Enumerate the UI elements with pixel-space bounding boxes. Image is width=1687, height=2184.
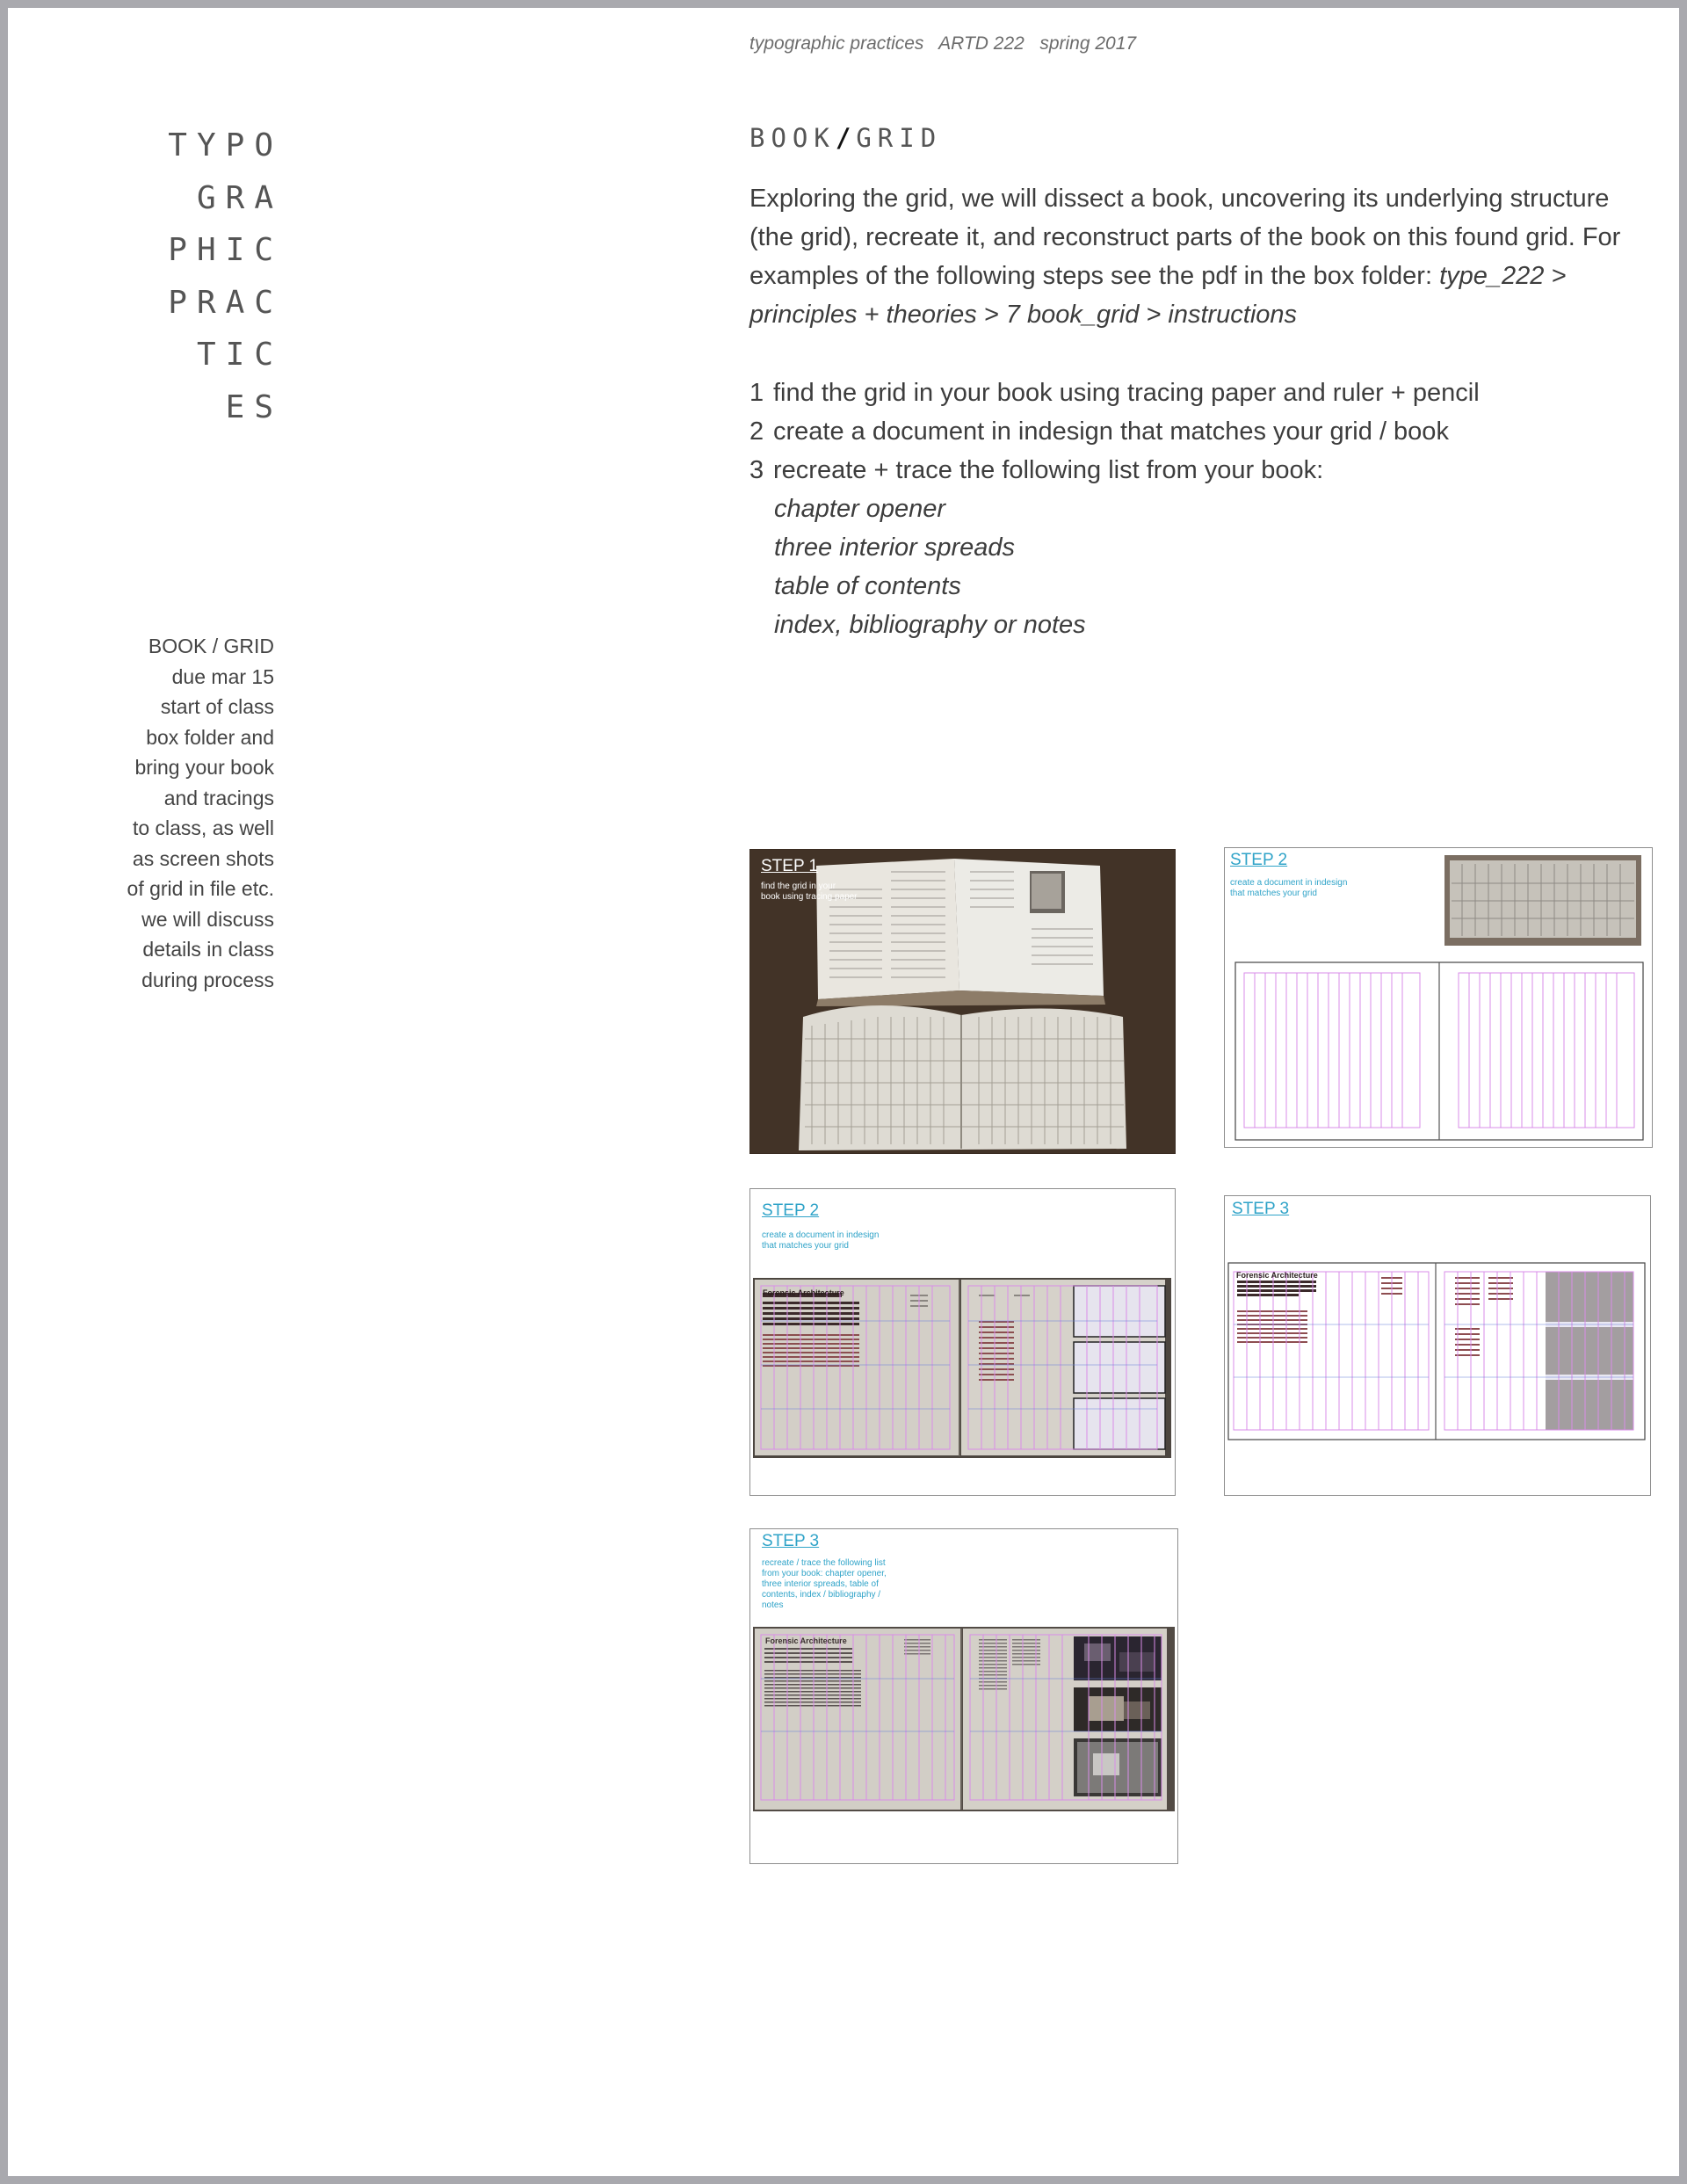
step-item [749, 412, 1480, 451]
step3b-desc [762, 1558, 887, 1611]
step1-desc [761, 882, 858, 903]
page-title [749, 123, 942, 153]
step-text: recreate + trace the following list from your book: [773, 456, 1324, 484]
assignment-note [127, 631, 274, 995]
step1-desc-line: book using tracing paper [761, 892, 858, 902]
sublist-item: three interior spreads [774, 533, 1016, 562]
title-left: BOOK [749, 123, 836, 153]
step-number: 1 [749, 379, 764, 407]
intro-text: Exploring the grid, we will dissect a book, uncovering its underlying structure (the grid), recreate it, and reconstruct parts of the book on this found grid. For examples of the following steps see the pdf in the box folder: [749, 185, 1621, 290]
sublist-item: chapter opener [774, 495, 946, 523]
intro-paragraph [749, 179, 1646, 334]
sublist-item: index, bibliography or notes [774, 611, 1086, 639]
book-heading: Forensic Architecture [1236, 1271, 1318, 1280]
traced-spread [1225, 1196, 1651, 1496]
note-line: bring your book [134, 756, 274, 779]
note-line: and tracings [163, 786, 274, 809]
step-text: find the grid in your book using tracing paper and ruler + pencil [773, 379, 1480, 407]
step3b-desc-line: three interior spreads, table of [762, 1579, 879, 1589]
steps-list [749, 374, 1480, 644]
step3-card-b [749, 1528, 1178, 1864]
note-line: box folder and [146, 725, 274, 749]
step-number: 3 [749, 456, 764, 484]
note-line: of grid in file etc. [127, 877, 274, 900]
course-header: typographic practices ARTD 222 spring 2017 [749, 33, 1137, 54]
step2a-desc [1230, 878, 1347, 899]
note-line: during process [141, 968, 274, 991]
book-heading: Forensic Architecture [765, 1636, 847, 1645]
logo-line: TIC [196, 337, 283, 373]
logo-line: GRA [196, 179, 283, 216]
note-line: details in class [142, 938, 274, 961]
book-heading: Forensic Architecture [763, 1288, 844, 1297]
step-item [749, 451, 1480, 490]
note-line: we will discuss [141, 907, 274, 931]
step3b-desc-line: contents, index / bibliography / [762, 1590, 881, 1600]
logo-line: TYPO [168, 127, 283, 163]
note-line: to class, as well [132, 816, 274, 839]
logo-line: PHIC [168, 232, 283, 268]
title-slash: / [835, 123, 851, 153]
step3-card-a [1224, 1195, 1651, 1496]
step2a-label: STEP 2 [1230, 851, 1288, 869]
step3a-label: STEP 3 [1232, 1200, 1290, 1218]
sublist-item: table of contents [774, 572, 961, 600]
step-text: create a document in indesign that matches your grid / book [773, 417, 1449, 446]
step2b-desc [762, 1230, 879, 1252]
step3b-desc-line: notes [762, 1600, 784, 1610]
step3b-label: STEP 3 [762, 1532, 820, 1550]
step3b-desc-line: recreate / trace the following list [762, 1558, 886, 1568]
step2b-desc-line: that matches your grid [762, 1241, 849, 1251]
note-line: due mar 15 [171, 664, 274, 688]
title-right: GRID [856, 123, 943, 153]
step2-card-b [749, 1188, 1176, 1496]
course-logo [168, 120, 283, 433]
step2b-label: STEP 2 [762, 1201, 820, 1220]
step1-desc-line: find the grid in your [761, 882, 836, 891]
note-line: as screen shots [132, 846, 274, 870]
step1-card [749, 849, 1176, 1154]
step-item [749, 374, 1480, 412]
logo-line: ES [225, 388, 283, 425]
step-number: 2 [749, 417, 764, 446]
step2-card-a [1224, 847, 1653, 1148]
step3b-desc-line: from your book: chapter opener, [762, 1569, 887, 1578]
step2b-desc-line: create a document in indesign [762, 1230, 880, 1240]
step1-label: STEP 1 [761, 857, 819, 875]
note-line: BOOK / GRID [148, 635, 274, 657]
logo-line: PRAC [168, 284, 283, 321]
step2a-desc-line: that matches your grid [1230, 889, 1317, 898]
note-line: start of class [160, 695, 274, 718]
step2a-desc-line: create a document in indesign [1230, 878, 1348, 888]
intro-path: type_222 > principles + theories > 7 book_grid > instructions [749, 262, 1567, 329]
